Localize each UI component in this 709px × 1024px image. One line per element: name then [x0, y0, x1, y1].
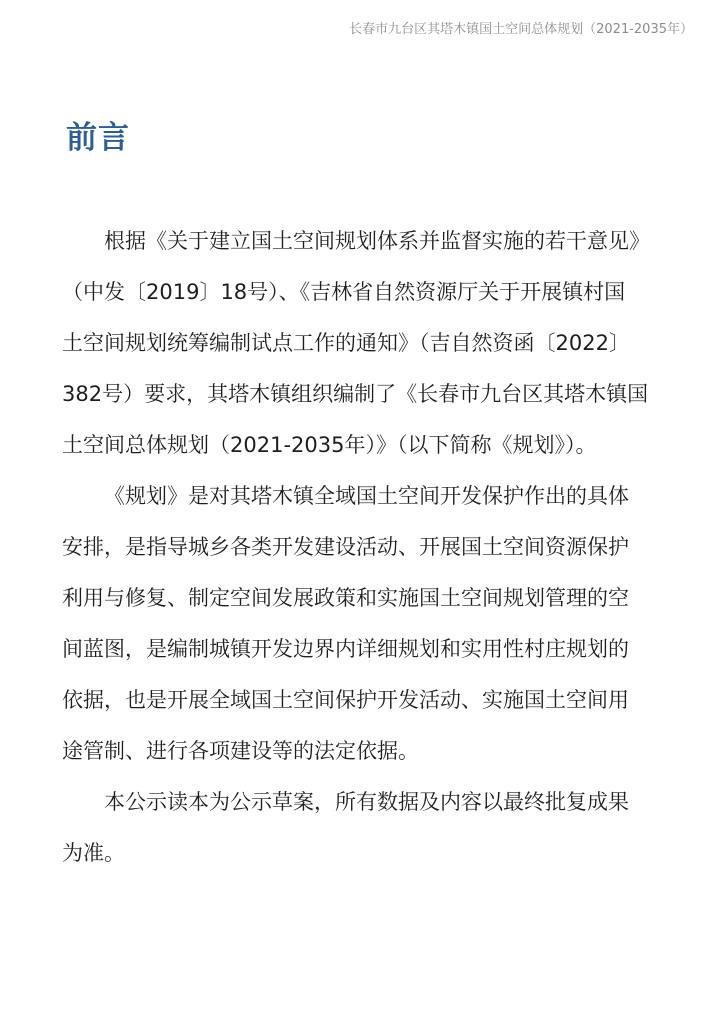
paragraph-line: 为准。 [62, 841, 125, 865]
paragraph-line: 间蓝图，是编制城镇开发边界内详细规划和实用性村庄规划的 [62, 637, 629, 661]
paragraph-line: 根据《关于建立国土空间规划体系并监督实施的若干意见》 [104, 229, 650, 253]
paragraph-line: 安排，是指导城乡各类开发建设活动、开展国土空间资源保护 [62, 535, 629, 559]
paragraph-basis [62, 216, 652, 471]
paragraph-line: 利用与修复、制定空间发展政策和实施国土空间规划管理的空 [62, 586, 629, 610]
page-title: 前言 [66, 120, 130, 156]
paragraph-purpose [62, 471, 652, 777]
paragraph-line: （中发〔2019〕18号）、《吉林省自然资源厅关于开展镇村国 [62, 280, 626, 304]
paragraph-line: 依据，也是开展全域国土空间保护开发活动、实施国土空间用 [62, 688, 629, 712]
paragraph-line: 土空间规划统筹编制试点工作的通知》（吉自然资函〔2022〕 [62, 331, 630, 355]
body-text [62, 216, 652, 879]
paragraph-line: 途管制、进行各项建设等的法定依据。 [62, 739, 419, 763]
paragraph-line: 土空间总体规划（2021-2035年）》（以下简称《规划》）。 [62, 433, 597, 457]
paragraph-disclaimer [62, 777, 652, 879]
paragraph-line: 《规划》是对其塔木镇全域国土空间开发保护作出的具体 [104, 484, 629, 508]
running-header-title: 长春市九台区其塔木镇国土空间总体规划（2021-2035年） [349, 22, 693, 37]
paragraph-line: 382号）要求，其塔木镇组织编制了《长春市九台区其塔木镇国 [62, 382, 649, 406]
paragraph-line: 本公示读本为公示草案，所有数据及内容以最终批复成果 [104, 790, 629, 814]
